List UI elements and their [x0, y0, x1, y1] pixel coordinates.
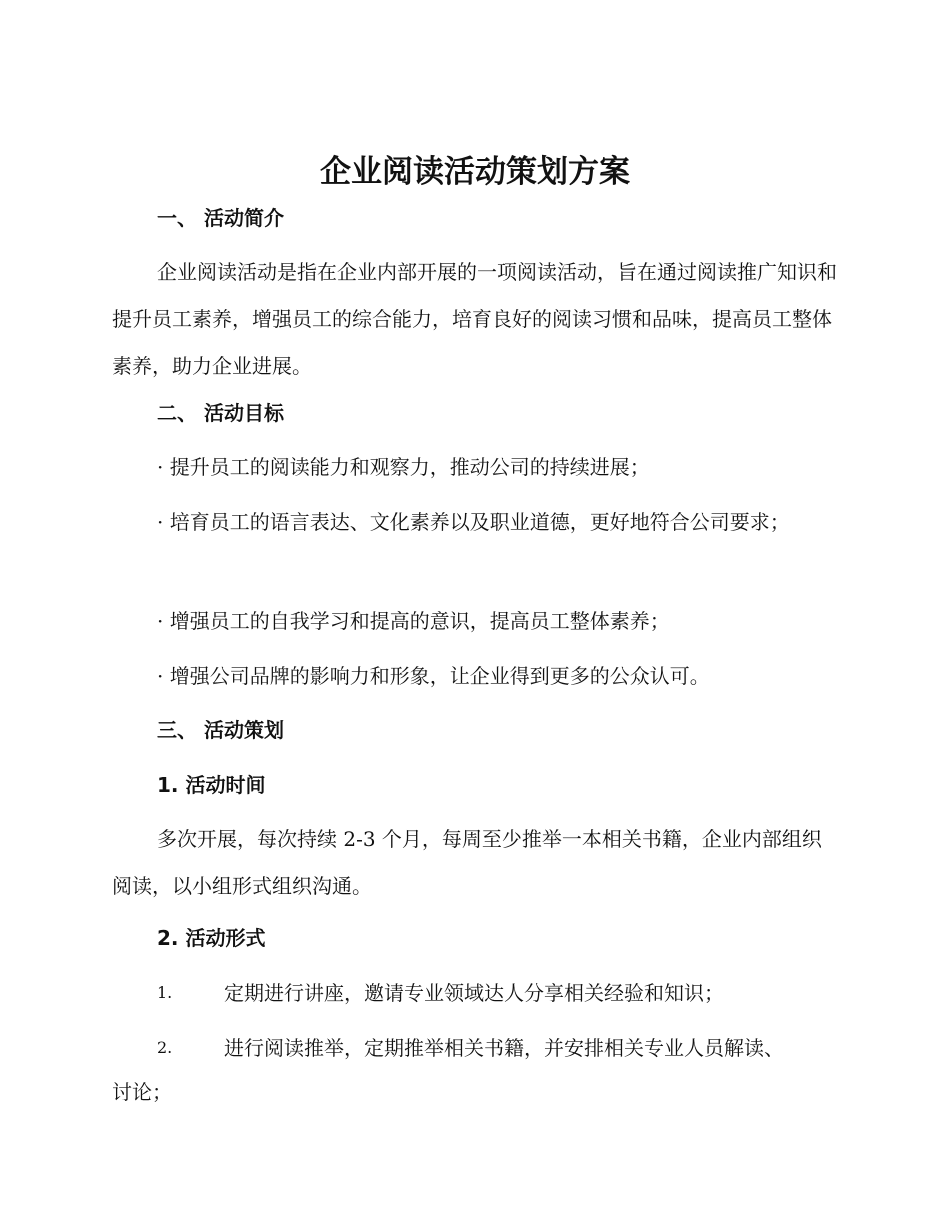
section-intro-paragraph: 企业阅读活动是指在企业内部开展的一项阅读活动，旨在通过阅读推广知识和提升员工素养，增强员工的综合能力，培育良好的阅读习惯和品味，提高员工整体素养，助力企业进展。 [112, 260, 837, 378]
list-number: 2. [157, 1038, 173, 1057]
goal-item: · 增强公司品牌的影响力和形象，让企业得到更多的公众认可。 [157, 664, 710, 688]
document-title: 企业阅读活动策划方案 [320, 154, 630, 190]
list-number: 1. [157, 983, 173, 1002]
section-heading-goals: 二、 活动目标 [157, 401, 284, 425]
time-paragraph: 多次开展，每次持续 2-3 个月，每周至少推举一本相关书籍，企业内部组织阅读，以小组形式组织沟通。 [112, 827, 822, 898]
list-item-text: 定期进行讲座，邀请专业领域达人分享相关经验和知识； [224, 981, 724, 1005]
goal-item: · 培育员工的语言表达、文化素养以及职业道德，更好地符合公司要求； [157, 510, 790, 534]
subsection-heading-format: 2. 活动形式 [157, 926, 266, 950]
goal-item: · 增强员工的自我学习和提高的意识，提高员工整体素养； [157, 609, 670, 633]
goal-item: · 提升员工的阅读能力和观察力，推动公司的持续进展； [157, 455, 650, 479]
subsection-heading-time: 1. 活动时间 [157, 773, 266, 797]
section-heading-planning: 三、 活动策划 [157, 718, 284, 742]
list-item-continuation: 讨论； [112, 1080, 172, 1104]
list-item-text: 进行阅读推举，定期推举相关书籍，并安排相关专业人员解读、 [224, 1036, 784, 1060]
section-heading-intro: 一、 活动简介 [157, 206, 284, 230]
